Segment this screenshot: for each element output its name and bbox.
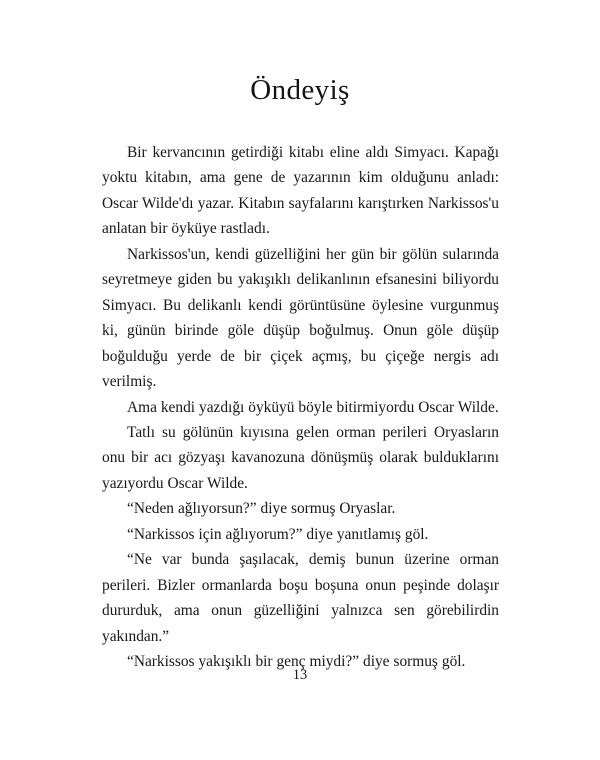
paragraph: “Neden ağlıyorsun?” diye sormuş Oryaslar. [127,500,396,518]
paragraph: “Narkissos için ağlıyorum?” diye yanıtlamış göl. [127,525,429,543]
body-text-block [102,140,499,675]
paragraph: Ama kendi yazdığı öyküyü böyle bitirmiyordu Oscar Wilde. [127,398,499,416]
paragraph: Bir kervancının getirdiği kitabı eline aldı Simyacı. Kapağı yoktu kitabın, ama gene de yazarının kim olduğunu anladı: Oscar Wilde'dı yazar. Kitabın sayfalarını karıştırken Narkissos'u anlatan bir öyküye rastladı. [102,144,499,238]
page-title: Öndeyiş [250,74,350,106]
paragraph: “Narkissos yakışıklı bir genç miydi?” diye sormuş göl. [127,653,466,671]
paragraph: Tatlı su gölünün kıyısına gelen orman perileri Oryasların onu bir acı gözyaşı kavanozuna dönüşmüş olarak bulduklarını yazıyordu Oscar Wilde. [102,423,499,492]
page-number: 13 [292,667,308,683]
paragraph: Narkissos'un, kendi güzelliğini her gün bir gölün sularında seyretmeye giden bu yakışıklı delikanlının efsanesini biliyordu Simyacı. Bu delikanlı kendi görüntüsüne öylesine vurgunmuş ki, günün birinde göle düşüp boğulmuş. Onun göle düşüp boğulduğu yerde de bir çiçek açmış, bu çiçeğe nergis adı verilmiş. [102,245,499,391]
paragraph: “Ne var bunda şaşılacak, demiş bunun üzerine orman perileri. Bizler ormanlarda boşu boşuna onun peşinde dolaşır dururduk, ama onun güzelliğini yalnızca sen görebilirdin yakından.” [102,551,499,645]
